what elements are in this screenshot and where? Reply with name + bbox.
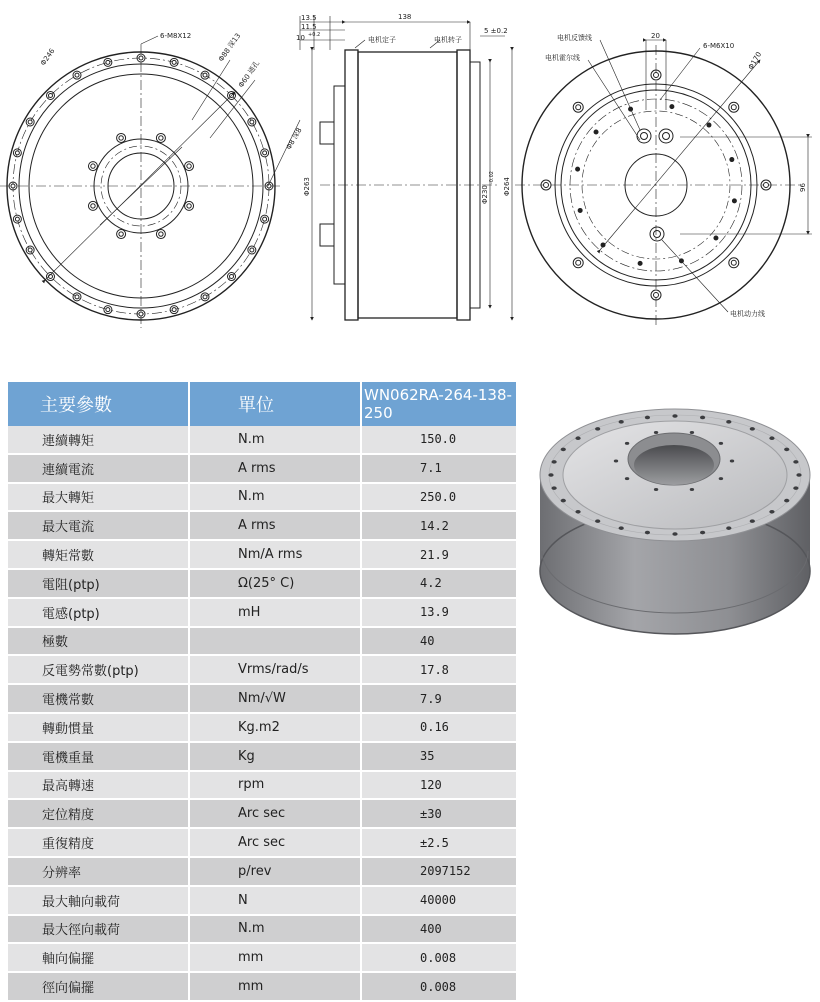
spec-row	[8, 569, 516, 598]
spec-row	[8, 655, 516, 684]
spec-unit: Kg	[189, 742, 361, 771]
spec-parameter: 電機重量	[8, 742, 189, 771]
spec-unit: N	[189, 886, 361, 915]
spec-unit: mm	[189, 972, 361, 1001]
spec-row	[8, 627, 516, 656]
spec-value: 35	[361, 742, 516, 771]
spec-unit: N.m	[189, 915, 361, 944]
spec-parameter: 轉矩常數	[8, 540, 189, 569]
spec-row	[8, 799, 516, 828]
spec-row	[8, 742, 516, 771]
front-view	[0, 36, 300, 328]
spec-parameter: 轉動慣量	[8, 713, 189, 742]
spec-unit: Ω(25° C)	[189, 569, 361, 598]
spec-parameter: 電機常數	[8, 684, 189, 713]
side-d263: Φ263	[303, 177, 311, 196]
rear-dim-20: 20	[651, 32, 660, 40]
spec-parameter: 連續轉矩	[8, 426, 189, 454]
rear-d170: Φ170	[746, 50, 764, 71]
spec-value: ±30	[361, 799, 516, 828]
spec-parameter: 電感(ptp)	[8, 598, 189, 627]
spec-parameter: 電阻(ptp)	[8, 569, 189, 598]
power-cable-label: 电机动力线	[730, 310, 765, 318]
side-view	[300, 16, 512, 320]
front-outer-diameter: Φ246	[39, 47, 57, 68]
motor-render	[528, 375, 820, 655]
spec-unit: Nm/A rms	[189, 540, 361, 569]
spec-row	[8, 540, 516, 569]
spec-unit: N.m	[189, 426, 361, 454]
spec-value: 0.16	[361, 713, 516, 742]
side-tolerance-small: -0.02	[489, 171, 495, 184]
rear-view	[515, 40, 812, 325]
spec-row	[8, 713, 516, 742]
spec-value: 2097152	[361, 857, 516, 886]
spec-value: 150.0	[361, 426, 516, 454]
spec-unit: A rms	[189, 511, 361, 540]
spec-parameter: 定位精度	[8, 799, 189, 828]
rear-dim-96: 96	[799, 183, 807, 192]
spec-value: 7.9	[361, 684, 516, 713]
side-dim-11-5: 11.5	[301, 23, 317, 31]
spec-value: 13.9	[361, 598, 516, 627]
spec-unit: Arc sec	[189, 799, 361, 828]
spec-parameter: 最大電流	[8, 511, 189, 540]
side-d230: Φ230	[481, 185, 489, 204]
side-dim-13-5: 13.5	[301, 14, 317, 22]
spec-unit: Kg.m2	[189, 713, 361, 742]
drawing-canvas	[0, 0, 820, 335]
spec-table	[8, 382, 516, 1002]
spec-row	[8, 598, 516, 627]
spec-value: 0.008	[361, 972, 516, 1001]
spec-unit: Vrms/rad/s	[189, 655, 361, 684]
spec-parameter: 極數	[8, 627, 189, 656]
spec-value: 17.8	[361, 655, 516, 684]
spec-row	[8, 828, 516, 857]
spec-value: 400	[361, 915, 516, 944]
spec-unit: mH	[189, 598, 361, 627]
spec-row	[8, 886, 516, 915]
spec-value: 14.2	[361, 511, 516, 540]
side-dim-10: 10	[296, 34, 305, 42]
side-d264: Φ264	[503, 177, 511, 196]
product-image	[528, 375, 820, 655]
header-unit: 單位	[189, 382, 361, 426]
front-bore-diameter: Φ60 通孔	[237, 59, 262, 90]
spec-row	[8, 972, 516, 1001]
spec-unit: Nm/√W	[189, 684, 361, 713]
spec-parameter: 連續電流	[8, 454, 189, 483]
rear-holes-label: 6-M6X10	[703, 42, 735, 50]
spec-unit	[189, 627, 361, 656]
rotor-label: 电机转子	[434, 36, 462, 44]
spec-row	[8, 771, 516, 800]
spec-value: 21.9	[361, 540, 516, 569]
spec-value: 0.008	[361, 943, 516, 972]
spec-value: 7.1	[361, 454, 516, 483]
side-dim-5: 5 ±0.2	[484, 27, 508, 35]
spec-unit: N.m	[189, 483, 361, 512]
spec-parameter: 最大軸向載荷	[8, 886, 189, 915]
spec-body	[8, 426, 516, 1001]
front-pin-hole: Φ8 深8	[284, 126, 304, 151]
spec-value: 4.2	[361, 569, 516, 598]
spec-row	[8, 915, 516, 944]
front-holes-label: 6-M8X12	[160, 32, 192, 40]
side-dim-tolerance: +0.2	[308, 32, 321, 38]
spec-parameter: 最高轉速	[8, 771, 189, 800]
front-bolt-diameter: Φ88 深13	[217, 31, 243, 64]
spec-header-row	[8, 382, 516, 426]
spec-row	[8, 943, 516, 972]
spec-row	[8, 684, 516, 713]
spec-parameter: 反電勢常數(ptp)	[8, 655, 189, 684]
spec-parameter: 軸向偏擺	[8, 943, 189, 972]
spec-unit: p/rev	[189, 857, 361, 886]
stator-label: 电机定子	[368, 36, 396, 44]
spec-parameter: 分辨率	[8, 857, 189, 886]
spec-parameter: 最大轉矩	[8, 483, 189, 512]
spec-row	[8, 454, 516, 483]
spec-unit: Arc sec	[189, 828, 361, 857]
side-dim-138: 138	[398, 13, 412, 21]
spec-parameter: 徑向偏擺	[8, 972, 189, 1001]
spec-value: 40000	[361, 886, 516, 915]
spec-row	[8, 483, 516, 512]
spec-row	[8, 426, 516, 454]
feedback-cable-label: 电机反馈线	[557, 34, 592, 42]
spec-value: ±2.5	[361, 828, 516, 857]
spec-value: 120	[361, 771, 516, 800]
spec-row	[8, 511, 516, 540]
spec-value: 250.0	[361, 483, 516, 512]
spec-parameter: 重復精度	[8, 828, 189, 857]
hall-cable-label: 电机霍尔线	[545, 54, 580, 62]
spec-row	[8, 857, 516, 886]
header-parameter: 主要參數	[8, 382, 189, 426]
spec-parameter: 最大徑向載荷	[8, 915, 189, 944]
header-model: WN062RA-264-138-250	[361, 382, 516, 426]
spec-unit: rpm	[189, 771, 361, 800]
spec-unit: mm	[189, 943, 361, 972]
spec-unit: A rms	[189, 454, 361, 483]
technical-drawings	[0, 0, 820, 335]
spec-value: 40	[361, 627, 516, 656]
